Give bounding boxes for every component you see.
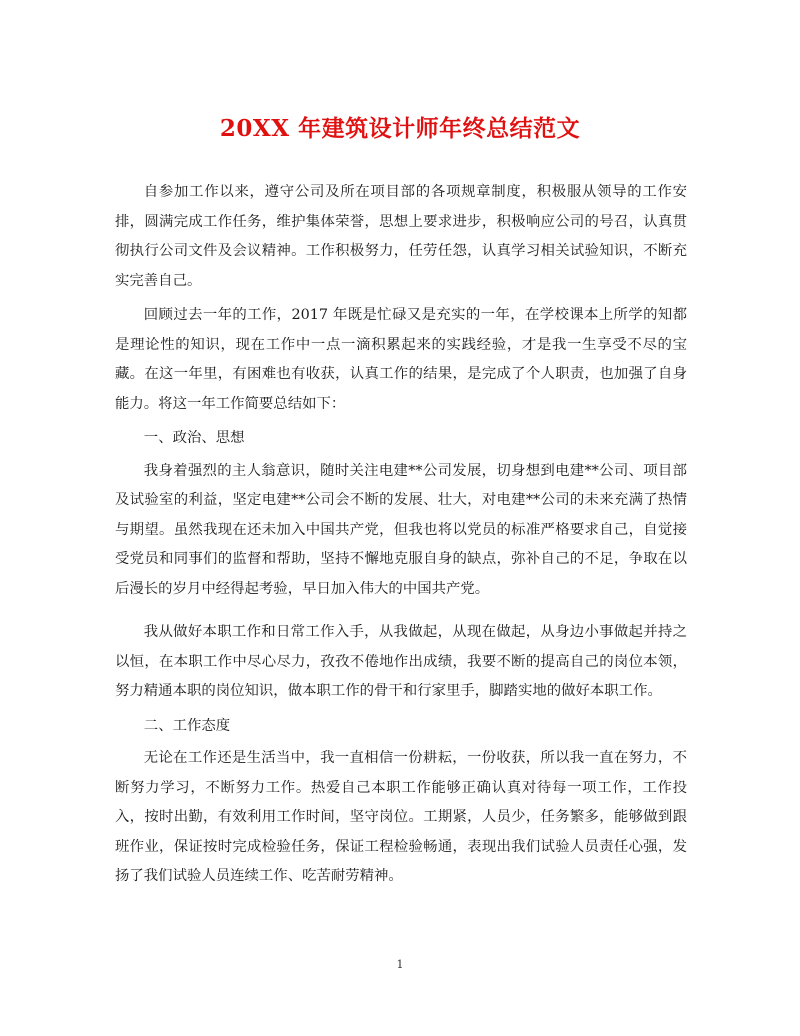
paragraph-duty: 我从做好本职工作和日常工作入手，从我做起，从现在做起，从身边小事做起并持之以恒，在本职工作中尽心尽力，孜孜不倦地作出成绩，我要不断的提高自己的岗位本领，努力精通本职的岗位知识，做本职工作的骨干和行家里手，脚踏实地的做好本职工作。 — [115, 624, 687, 699]
paragraph-attitude: 无论在工作还是生活当中，我一直相信一份耕耘，一份收获，所以我一直在努力，不断努力学习，不断努力工作。热爱自己本职工作能够正确认真对待每一项工作，工作投入，按时出勤，有效利用工作时间，坚守岗位。工期紧，人员少，任务繁多，能够做到跟班作业，保证按时完成检验任务，保证工程检验畅通，表现出我们试验人员责任心强，发扬了我们试验人员连续工作、吃苦耐劳精神。 — [115, 750, 687, 884]
document-body — [115, 178, 687, 897]
page-number: 1 — [396, 958, 404, 971]
paragraph-intro: 自参加工作以来，遵守公司及所在项目部的各项规章制度，积极服从领导的工作安排，圆满完成工作任务，维护集体荣誉，思想上要求进步，积极响应公司的号召，认真贯彻执行公司文件及会议精神。工作积极努力，任劳任怨，认真学习相关试验知识，不断充实完善自己。 — [115, 184, 687, 289]
paragraph-review: 回顾过去一年的工作，2017 年既是忙碌又是充实的一年，在学校课本上所学的知都是理论性的知识，现在工作中一点一滴积累起来的实践经验，才是我一生享受不尽的宝藏。在这一年里，有困难也有收获，认真工作的结果，是完成了个人职责，也加强了自身能力。将这一年工作简要总结如下： — [115, 307, 687, 412]
document-title: 20XX 年建筑设计师年终总结范文 — [219, 115, 581, 142]
paragraph-politics: 我身着强烈的主人翁意识，随时关注电建**公司发展，切身想到电建**公司、项目部及试验室的利益，坚定电建**公司会不断的发展、壮大，对电建**公司的未来充满了热情与期望。虽然我现在还未加入中国共产党，但我也将以党员的标准严格要求自己，自觉接受党员和同事们的监督和帮助，坚持不懈地克服自身的缺点，弥补自己的不足，争取在以后漫长的岁月中经得起考验，早日加入伟大的中国共产党。 — [115, 462, 687, 597]
section-heading-politics: 一、政治、思想 — [143, 430, 245, 446]
section-heading-attitude: 二、工作态度 — [143, 717, 231, 734]
